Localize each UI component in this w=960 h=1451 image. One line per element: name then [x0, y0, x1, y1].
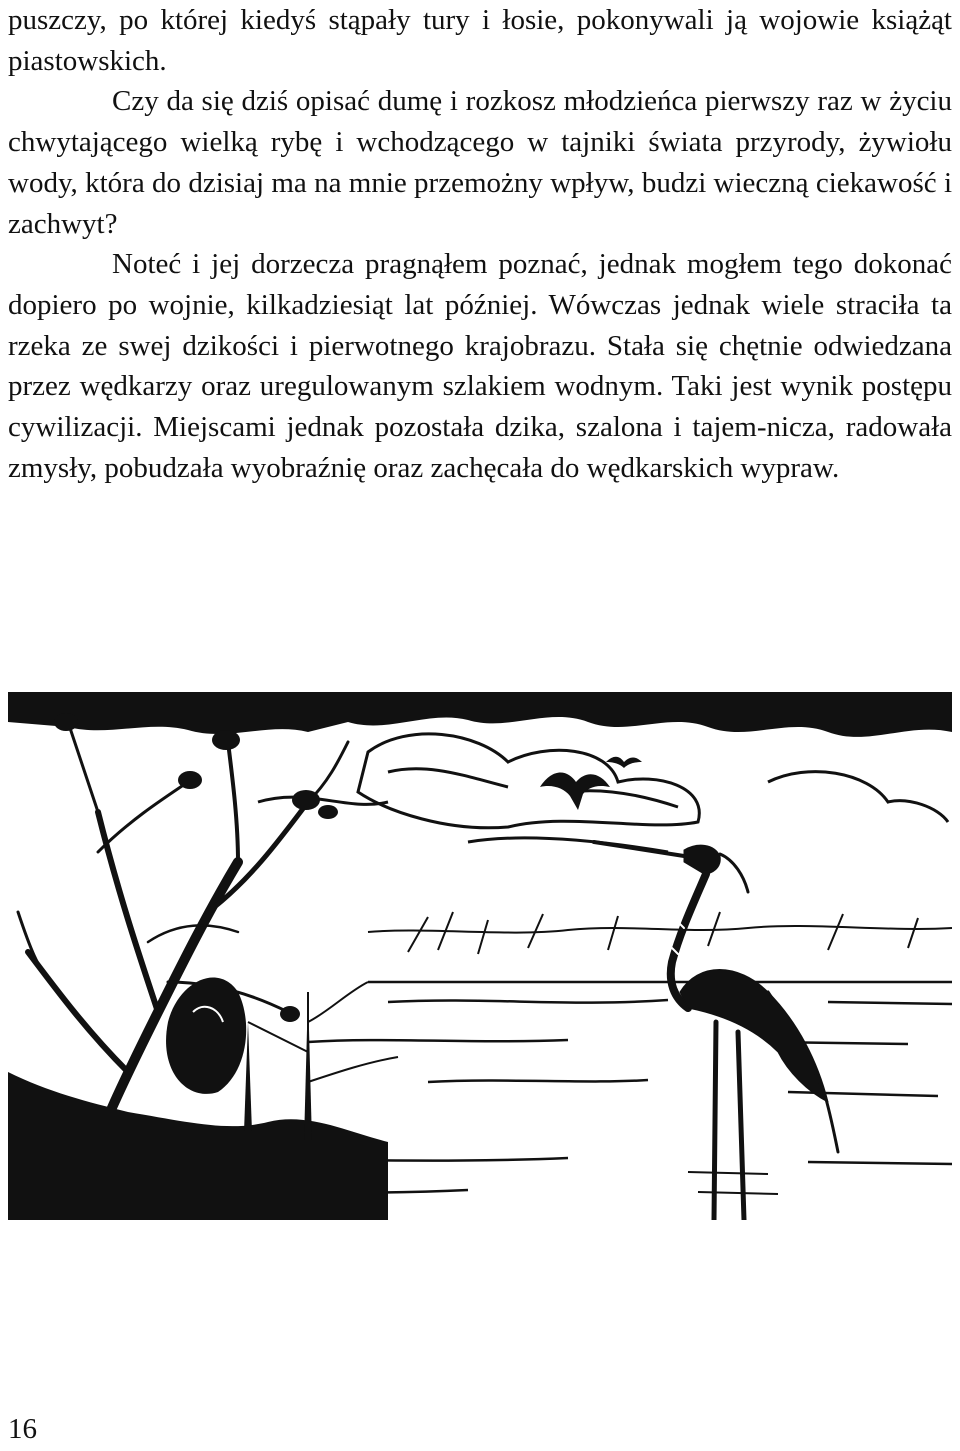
- body-text: [8, 0, 952, 488]
- paragraph-continuation: puszczy, po której kiedyś stąpały tury i łosie, pokonywali ją wojowie książąt piastowskich.: [8, 4, 952, 77]
- heron-illustration: [8, 692, 952, 1220]
- paragraph: Noteć i jej dorzecza pragnąłem poznać, jednak mogłem tego dokonać dopiero po wojnie, kilkadziesiąt lat później. Wówczas jednak wiele straciła ta rzeka ze swej dzikości i pierwotnego krajobrazu. Stała się chętnie odwiedzana przez wędkarzy oraz uregulowanym szlakiem wodnym. Taki jest wynik postępu cywilizacji. Miejscami jednak pozostała dzika, szalona i tajem-nicza, radowała zmysły, pobudzała wyobraźnię oraz zachęcała do wędkarskich wypraw.: [8, 248, 952, 484]
- page-number: 16: [8, 1413, 37, 1445]
- paragraph: Czy da się dziś opisać dumę i rozkosz młodzieńca pierwszy raz w życiu chwytającego wielką rybę i wchodzącego w tajniki świata przyrody, żywiołu wody, która do dzisiaj ma na mnie przemożny wpływ, budzi wieczną ciekawość i zachwyt?: [8, 85, 952, 240]
